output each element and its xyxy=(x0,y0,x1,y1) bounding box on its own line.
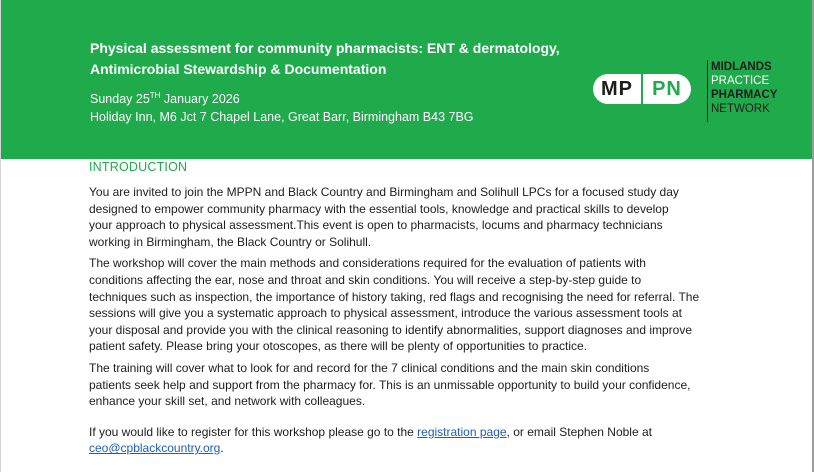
event-header-banner xyxy=(1,0,812,159)
workshop-paragraph xyxy=(89,255,729,355)
intro-paragraph-line: your approach to physical assessment.This event is open to pharmacists, locums and pharmacy technicians xyxy=(89,218,663,233)
training-paragraph xyxy=(89,360,729,410)
intro-paragraph xyxy=(89,184,729,250)
workshop-paragraph-line: patient safety. Please bring your otoscopes, as there will be plenty of opportunities to practice. xyxy=(89,339,588,354)
event-title xyxy=(90,38,610,80)
registration-text-middle: , or email Stephen Noble at xyxy=(506,424,652,439)
document-body xyxy=(89,159,729,462)
event-title-line-1: Physical assessment for community pharmacists: ENT & dermatology, xyxy=(90,40,560,56)
event-date-ordinal: TH xyxy=(149,90,161,100)
workshop-paragraph-line: The workshop will cover the main methods and considerations required for the evaluation of patients with xyxy=(89,256,646,271)
logo-pn-text: PN xyxy=(652,77,682,100)
event-date-month-year: January 2026 xyxy=(160,92,240,106)
training-paragraph-line: enhance your skill set, and network with colleagues. xyxy=(89,394,366,409)
training-paragraph-line: patients seek help and support from the pharmacy for. This is an unmissable opportunity to build your confidence, xyxy=(89,377,691,392)
event-title-line-2: Antimicrobial Stewardship & Documentation xyxy=(90,61,387,77)
workshop-paragraph-line: techniques such as inspection, the importance of history taking, red flags and recognising the need for referral. The xyxy=(89,289,700,304)
brand-name xyxy=(711,60,811,116)
logo-mp-block xyxy=(593,74,641,104)
workshop-paragraph-line: your disposal and provide you with the clinical reasoning to identify abnormalities, support diagnoses and improve xyxy=(89,322,693,337)
intro-paragraph-line: You are invited to join the MPPN and Black Country and Birmingham and Solihull LPCs for a focused study day xyxy=(89,185,679,199)
registration-paragraph xyxy=(89,424,729,457)
brand-line-practice: PRACTICE xyxy=(711,75,770,87)
event-venue: Holiday Inn, M6 Jct 7 Chapel Lane, Great Barr, Birmingham B43 7BG xyxy=(90,110,474,124)
workshop-paragraph-line: conditions affecting the ear, nose and throat and skin conditions. You will receive a step-by-step guide to xyxy=(89,272,642,287)
registration-text-suffix: . xyxy=(220,441,224,456)
logo-pn-block xyxy=(643,74,691,104)
brand-line-network: NETWORK xyxy=(711,103,770,115)
intro-paragraph-line: designed to empower community pharmacy with the essential tools, knowledge and practical skills to develop xyxy=(89,201,669,216)
workshop-paragraph-line: sessions will give you a systematic approach to physical assessment, introduce the various assessment tools at xyxy=(89,306,682,321)
mppn-logo xyxy=(593,74,697,108)
event-date-day: Sunday 25 xyxy=(90,92,150,106)
brand-divider-line xyxy=(707,60,708,122)
training-paragraph-line: The training will cover what to look for and record for the 7 clinical conditions and the main skin conditions xyxy=(89,360,650,375)
logo-mp-text: MP xyxy=(601,77,633,100)
registration-page-link[interactable]: registration page xyxy=(417,424,507,439)
introduction-heading: INTRODUCTION xyxy=(89,160,188,174)
event-date xyxy=(90,90,240,108)
contact-email-link[interactable]: ceo@cpblackcountry.org xyxy=(89,441,221,456)
brand-line-pharmacy: PHARMACY xyxy=(711,89,778,101)
registration-text-prefix: If you would like to register for this workshop please go to the xyxy=(89,424,418,439)
brand-line-midlands: MIDLANDS xyxy=(711,61,772,73)
intro-paragraph-line: working in Birmingham, the Black Country or Solihull. xyxy=(89,234,372,249)
